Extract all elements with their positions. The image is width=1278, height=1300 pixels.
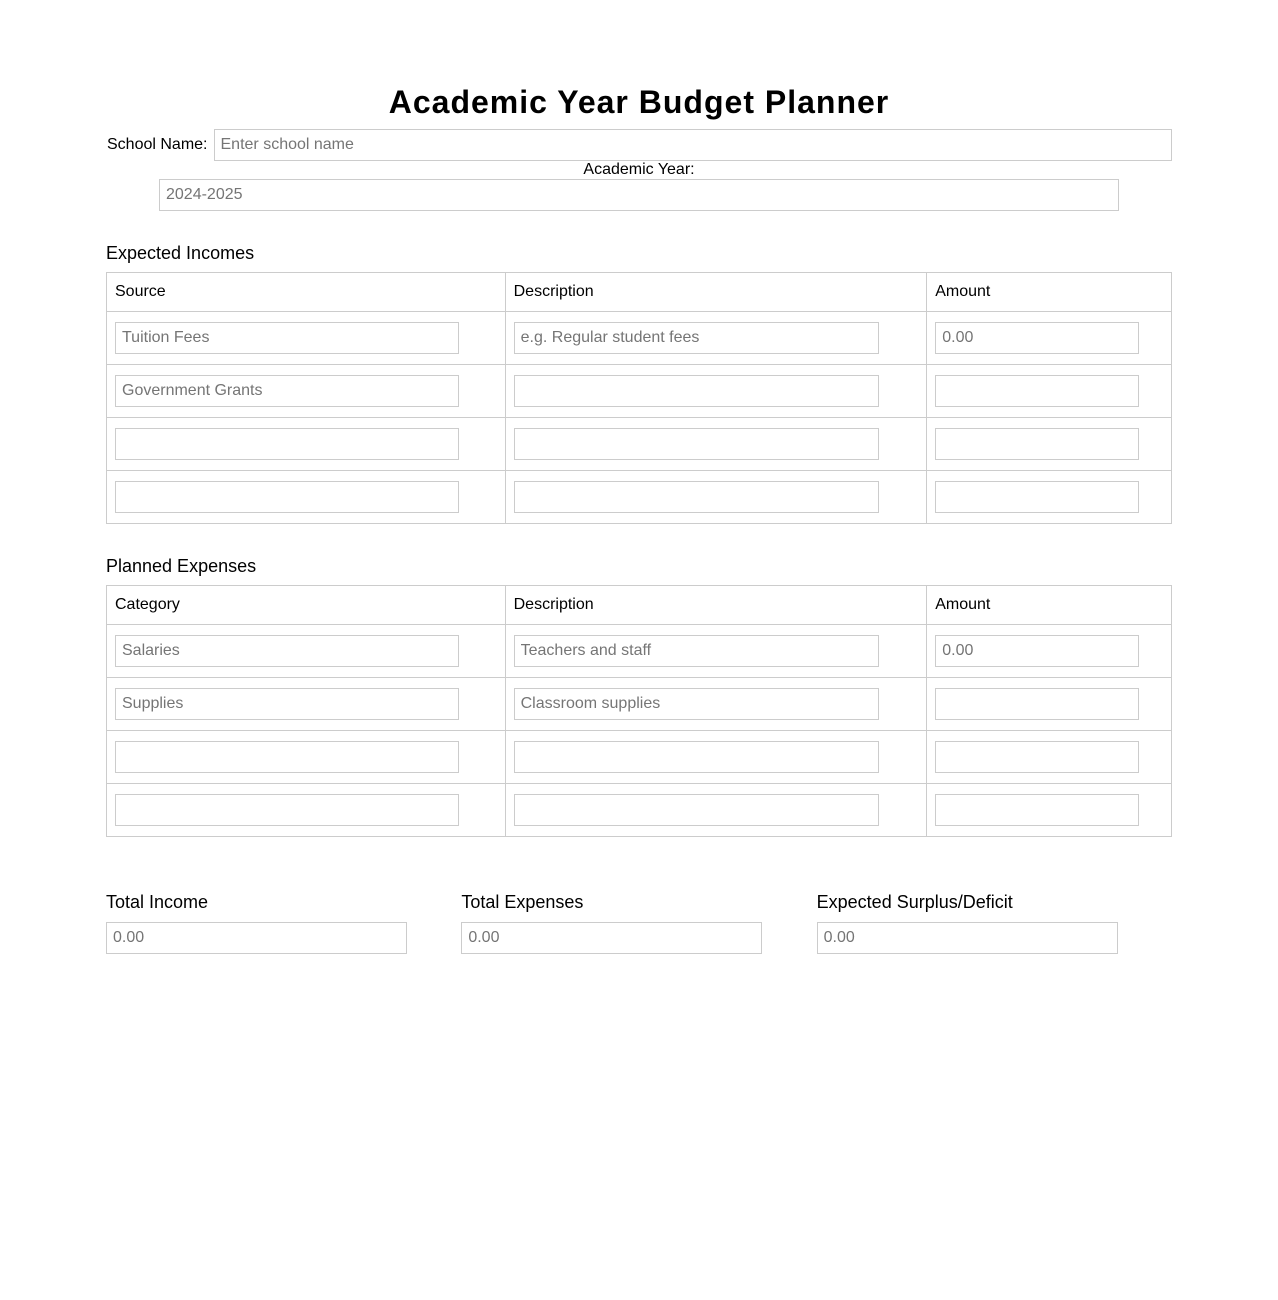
expense-description-input[interactable] [514, 741, 879, 773]
totals-section [106, 891, 1172, 954]
expense-row [107, 731, 1172, 784]
income-description-input[interactable] [514, 481, 879, 513]
income-source-input[interactable] [115, 322, 459, 354]
total-expenses-label: Total Expenses [461, 892, 584, 912]
total-income-input[interactable] [106, 922, 407, 954]
academic-year-label: Academic Year: [583, 161, 695, 178]
school-name-label: School Name: [107, 136, 208, 153]
income-description-input[interactable] [514, 322, 879, 354]
income-row [107, 312, 1172, 365]
header-category: Category [107, 586, 506, 625]
header-amount: Amount [927, 273, 1172, 312]
expense-row [107, 678, 1172, 731]
total-income-group [106, 891, 461, 954]
expense-category-input[interactable] [115, 688, 459, 720]
incomes-table [106, 272, 1172, 524]
page-title: Academic Year Budget Planner [388, 84, 890, 120]
header-amount: Amount [927, 586, 1172, 625]
surplus-deficit-input[interactable] [817, 922, 1118, 954]
total-expenses-input[interactable] [461, 922, 762, 954]
expense-description-input[interactable] [514, 794, 879, 826]
expense-category-input[interactable] [115, 741, 459, 773]
academic-year-input[interactable] [159, 179, 1119, 211]
total-expenses-group [461, 891, 816, 954]
expense-amount-input[interactable] [935, 635, 1139, 667]
expense-description-input[interactable] [514, 635, 879, 667]
income-row [107, 471, 1172, 524]
expenses-table [106, 585, 1172, 837]
expense-row [107, 784, 1172, 837]
school-name-input[interactable] [214, 129, 1173, 161]
expense-amount-input[interactable] [935, 688, 1139, 720]
expenses-section-title: Planned Expenses [106, 556, 257, 576]
header-description: Description [505, 586, 927, 625]
incomes-header-row [107, 273, 1172, 312]
surplus-deficit-label: Expected Surplus/Deficit [816, 892, 1013, 912]
income-row [107, 418, 1172, 471]
surplus-deficit-group [817, 891, 1172, 954]
income-row [107, 365, 1172, 418]
income-amount-input[interactable] [935, 481, 1139, 513]
income-source-input[interactable] [115, 375, 459, 407]
income-amount-input[interactable] [935, 428, 1139, 460]
header-description: Description [505, 273, 927, 312]
income-source-input[interactable] [115, 481, 459, 513]
income-source-input[interactable] [115, 428, 459, 460]
incomes-section-title: Expected Incomes [106, 243, 255, 263]
expenses-header-row [107, 586, 1172, 625]
income-amount-input[interactable] [935, 322, 1139, 354]
income-description-input[interactable] [514, 375, 879, 407]
expense-category-input[interactable] [115, 794, 459, 826]
expense-row [107, 625, 1172, 678]
header-source: Source [107, 273, 506, 312]
expense-category-input[interactable] [115, 635, 459, 667]
expense-amount-input[interactable] [935, 794, 1139, 826]
expense-amount-input[interactable] [935, 741, 1139, 773]
income-amount-input[interactable] [935, 375, 1139, 407]
expense-description-input[interactable] [514, 688, 879, 720]
income-description-input[interactable] [514, 428, 879, 460]
school-name-row [107, 129, 1172, 161]
total-income-label: Total Income [106, 892, 209, 912]
